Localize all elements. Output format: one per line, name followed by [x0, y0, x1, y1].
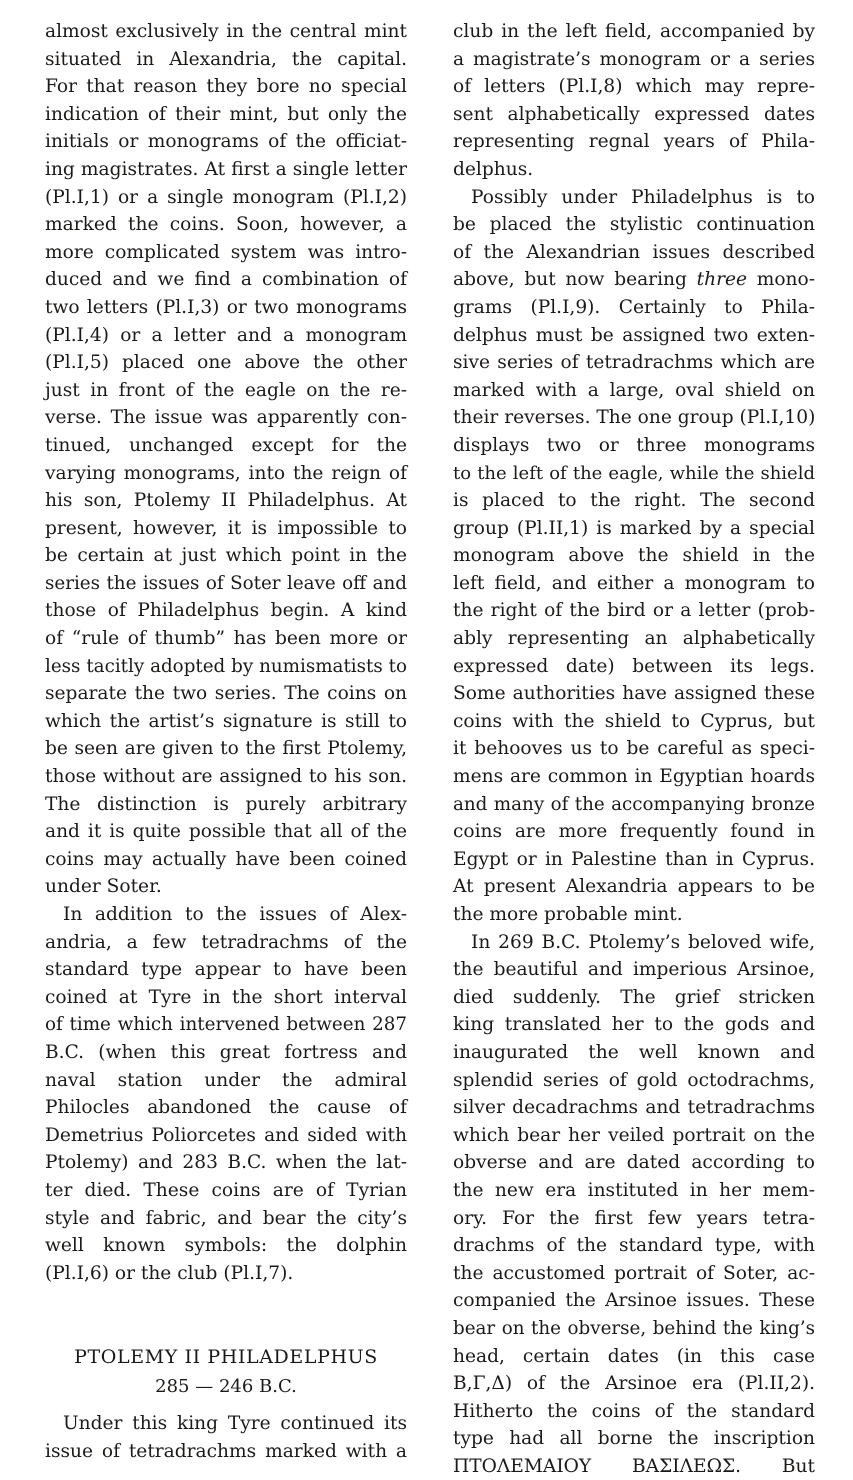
- text-line: (Pl.I,4) or a letter and a monogram: [45, 324, 407, 346]
- paragraph: [453, 929, 815, 1480]
- text-line: marked with a large, oval shield on: [453, 379, 815, 401]
- text-run: mono-: [756, 269, 815, 291]
- text-line: (Pl.I,1) or a single monogram (Pl.I,2): [45, 186, 407, 208]
- text-line: Philocles abandoned the cause of: [45, 1097, 407, 1119]
- text-line: those of Philadelphus begin. A kind: [45, 600, 407, 622]
- text-line: type had all borne the inscription: [453, 1428, 815, 1450]
- section-heading: PTOLEMY II PHILADELPHUS: [74, 1346, 378, 1369]
- text-line: mens are common in Egyptian hoards: [453, 766, 815, 788]
- text-line: representing regnal years of Phila-: [453, 131, 815, 153]
- text-line: the new era instituted in her mem-: [453, 1179, 815, 1201]
- text-line: coined at Tyre in the short interval: [45, 986, 407, 1008]
- text-line: indication of their mint, but only the: [45, 103, 407, 125]
- text-line: Ptolemy) and 283 B.C. when the lat-: [45, 1152, 407, 1174]
- text-line: obverse and are dated according to: [453, 1152, 815, 1174]
- text-line: For that reason they bore no special: [45, 76, 407, 98]
- text-line: companied the Arsinoe issues. These: [453, 1290, 815, 1312]
- text-line: the right of the bird or a letter (prob-: [453, 600, 815, 622]
- text-line: delphus must be assigned two exten-: [453, 324, 815, 346]
- section-gap: [45, 1402, 407, 1410]
- text-line: well known symbols: the dolphin: [45, 1235, 407, 1257]
- text-line: ΠΤΟΛΕΜΑΙΟΥ ΒΑΣΙΛΕΩΣ. But: [453, 1455, 815, 1477]
- section-gap: [45, 1287, 407, 1342]
- text-line: separate the two series. The coins on: [45, 683, 407, 705]
- text-line: B,Γ,Δ) of the Arsinoe era (Pl.II,2).: [453, 1373, 815, 1395]
- paragraph-continued: [453, 18, 815, 184]
- text-line: The distinction is purely arbitrary: [45, 793, 407, 815]
- text-line: two letters (Pl.I,3) or two monograms: [45, 296, 407, 318]
- text-line: Egypt or in Palestine than in Cyprus.: [453, 848, 815, 870]
- text-line: naval station under the admiral: [45, 1069, 407, 1091]
- text-line: In 269 B.C. Ptolemy’s beloved wife,: [471, 931, 815, 953]
- text-line: andria, a few tetradrachms of the: [45, 931, 407, 953]
- text-line: more complicated system was intro-: [45, 241, 407, 263]
- text-line: of the Alexandrian issues described: [453, 241, 815, 263]
- text-line: B.C. (when this great fortress and: [45, 1041, 407, 1063]
- text-line: sive series of tetradrachms which are: [453, 352, 815, 374]
- text-line: splendid series of gold octodrachms,: [453, 1069, 815, 1091]
- text-line: coins may actually have been coined: [45, 848, 407, 870]
- text-run: above, but now bearing: [453, 269, 687, 291]
- text-line: their reverses. The one group (Pl.I,10): [453, 407, 816, 429]
- text-line: coins are more frequently found in: [453, 821, 815, 843]
- text-line: delphus.: [453, 158, 534, 180]
- text-line: group (Pl.II,1) is marked by a special: [453, 517, 815, 539]
- text-line: duced and we find a combination of: [45, 269, 407, 291]
- text-line: of time which intervened between 287: [45, 1014, 407, 1036]
- text-line: almost exclusively in the central mint: [45, 21, 407, 42]
- text-line: it behooves us to be careful as speci-: [453, 738, 815, 760]
- text-line: Under this king Tyre continued its: [63, 1413, 407, 1435]
- text-line: style and fabric, and bear the city’s: [45, 1207, 407, 1229]
- text-line: (Pl.I,6) or the club (Pl.I,7).: [45, 1262, 294, 1284]
- text-line: a magistrate’s monogram or a series: [453, 48, 815, 70]
- emphasis-word: three: [696, 269, 747, 291]
- text-line: ter died. These coins are of Tyrian: [45, 1179, 407, 1201]
- text-line: died suddenly. The grief stricken: [453, 986, 815, 1008]
- text-line: initials or monograms of the officiat-: [45, 131, 407, 153]
- text-line: [453, 266, 815, 294]
- text-line: At present Alexandria appears to be: [453, 876, 815, 898]
- text-line: head, certain dates (in this case: [453, 1345, 815, 1367]
- text-line: be certain at just which point in the: [45, 545, 407, 567]
- text-line: silver decadrachms and tetradrachms: [453, 1097, 815, 1119]
- text-line: expressed date) between its legs.: [453, 655, 815, 677]
- text-line: left field, and either a monogram to: [453, 572, 815, 594]
- text-line: verse. The issue was apparently con-: [45, 407, 407, 429]
- text-line: which the artist’s signature is still to: [45, 710, 407, 732]
- text-line: under Soter.: [45, 876, 162, 898]
- text-line: and many of the accompanying bronze: [453, 793, 815, 815]
- text-line: series the issues of Soter leave off and: [45, 572, 407, 594]
- text-line: monogram above the shield in the: [453, 545, 815, 567]
- text-line: Possibly under Philadelphus is to: [471, 186, 815, 208]
- text-line: ory. For the first few years tetra-: [453, 1207, 815, 1229]
- paragraph: [45, 901, 407, 1287]
- paragraph: [45, 1410, 407, 1465]
- text-line: sent alphabetically expressed dates: [453, 103, 815, 125]
- text-line: drachms of the standard type, with: [453, 1235, 815, 1257]
- text-line: to the left of the eagle, while the shield: [453, 462, 815, 484]
- text-line: situated in Alexandria, the capital.: [45, 48, 407, 70]
- text-line: coins with the shield to Cyprus, but: [453, 710, 815, 732]
- text-line: Some authorities have assigned these: [453, 683, 815, 705]
- text-line: and it is quite possible that all of the: [45, 821, 407, 843]
- text-line: bear on the obverse, behind the king’s: [453, 1317, 815, 1339]
- text-line: inaugurated the well known and: [453, 1041, 815, 1063]
- text-line: of “rule of thumb” has been more or: [45, 628, 407, 650]
- text-line: the more probable mint.: [453, 904, 683, 925]
- text-line: the accustomed portrait of Soter, ac-: [453, 1262, 815, 1284]
- text-line: tinued, unchanged except for the: [45, 434, 407, 456]
- text-line: just in front of the eagle on the re-: [45, 379, 407, 401]
- text-line: present, however, it is impossible to: [45, 517, 407, 539]
- text-line: varying monograms, into the reign of: [45, 462, 407, 484]
- text-line: club in the left field, accompanied by: [453, 21, 815, 42]
- text-line: less tacitly adopted by numismatists to: [45, 655, 407, 677]
- text-line: ing magistrates. At first a single letter: [45, 158, 407, 180]
- text-line: those without are assigned to his son.: [45, 766, 407, 788]
- paragraph-continued: [45, 18, 407, 901]
- text-line: which bear her veiled portrait on the: [453, 1124, 815, 1146]
- text-line: his son, Ptolemy II Philadelphus. At: [45, 490, 407, 512]
- text-line: marked the coins. Soon, however, a: [45, 214, 407, 236]
- text-line: be placed the stylistic continuation: [453, 214, 815, 236]
- text-line: In addition to the issues of Alex-: [63, 904, 407, 925]
- text-line: be seen are given to the first Ptolemy,: [45, 738, 407, 760]
- text-line: the beautiful and imperious Arsinoe,: [453, 959, 815, 981]
- text-line: standard type appear to have been: [45, 959, 407, 981]
- text-line: of letters (Pl.I,8) which may repre-: [453, 76, 815, 98]
- text-line: issue of tetradrachms marked with a: [45, 1440, 407, 1462]
- text-line: is placed to the right. The second: [453, 490, 815, 512]
- text-line: displays two or three monograms: [453, 434, 815, 456]
- text-line: Demetrius Poliorcetes and sided with: [45, 1124, 407, 1146]
- text-line: king translated her to the gods and: [453, 1014, 815, 1036]
- left-column: [45, 18, 407, 1466]
- right-column: [453, 18, 815, 1480]
- section-dates: 285 — 246 B.C.: [155, 1376, 297, 1398]
- paragraph: [453, 184, 815, 929]
- text-line: Hitherto the coins of the standard: [453, 1400, 815, 1422]
- text-line: (Pl.I,5) placed one above the other: [45, 352, 407, 374]
- text-line: ably representing an alphabetically: [453, 628, 815, 650]
- text-line: grams (Pl.I,9). Certainly to Phila-: [453, 296, 815, 318]
